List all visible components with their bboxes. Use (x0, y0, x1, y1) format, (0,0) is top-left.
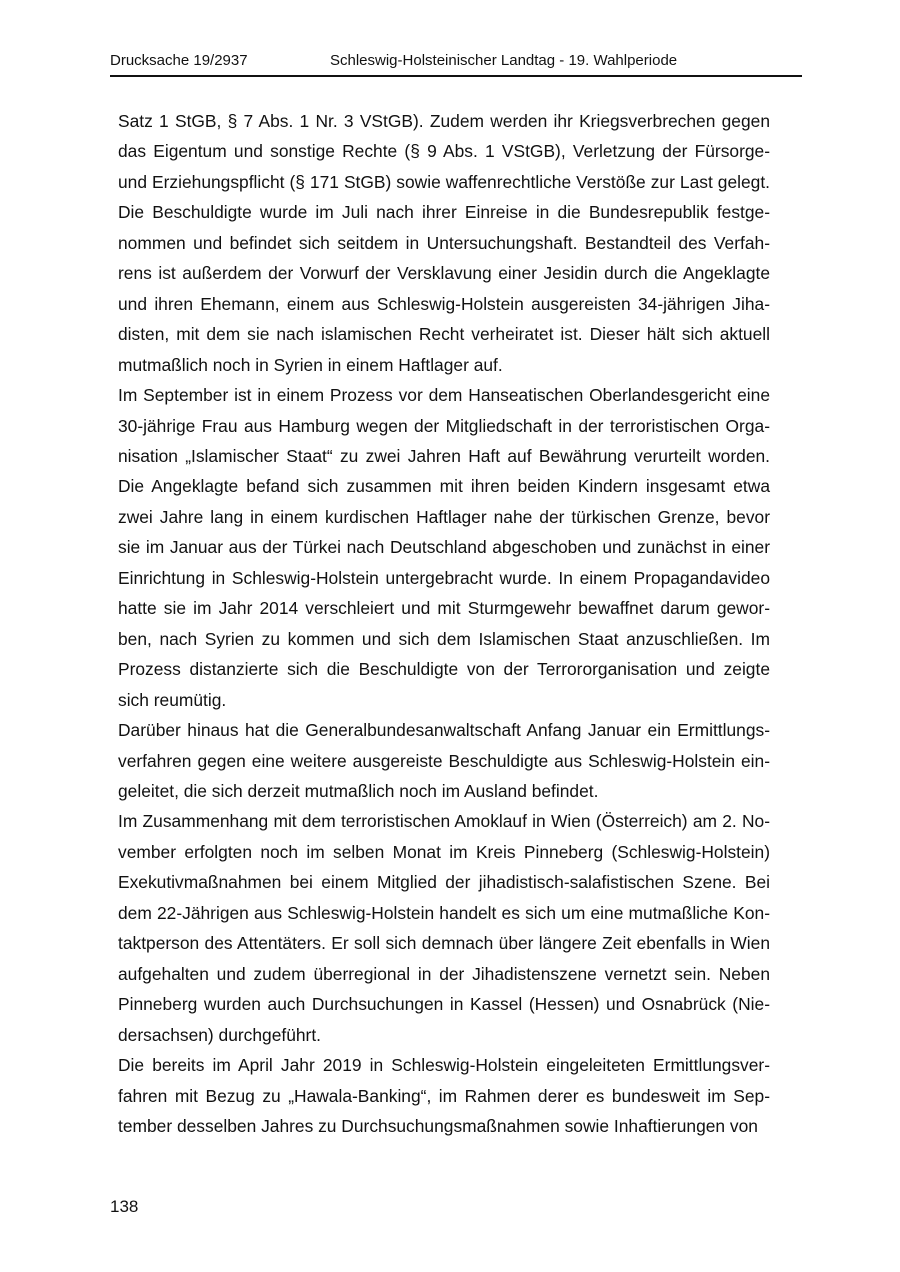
page-number: 138 (110, 1197, 139, 1216)
header-title: Schleswig-Holsteinischer Landtag - 19. Wahlperiode (330, 52, 678, 69)
page-header (110, 52, 802, 74)
paragraph: Im Zusammenhang mit dem terroristischen Amoklauf in Wien (Österreich) am 2. November erfolgten noch im selben Monat im Kreis Pinneberg (Schleswig-Holstein) Exekutivmaßnahmen bei einem Mitglied der jihadistisch-salafistischen Szene. Bei dem 22-Jährigen aus Schleswig-Holstein handelt es sich um eine mutmaßliche Kontaktperson des Attentäters. Er soll sich demnach über längere Zeit ebenfalls in Wien aufgehalten und zudem überregional in der Jihadistenszene vernetzt sein. Neben Pinneberg wurden auch Durchsuchungen in Kassel (Hessen) und Osnabrück (Niedersachsen) durchgeführt. (118, 811, 770, 1045)
document-number: Drucksache 19/2937 (110, 52, 248, 69)
paragraph: Satz 1 StGB, § 7 Abs. 1 Nr. 3 VStGB). Zudem werden ihr Kriegsverbrechen gegen das Eigentum und sonstige Rechte (§ 9 Abs. 1 VStGB), Verletzung der Fürsorge- und Erziehungspflicht (§ 171 StGB) sowie waffenrechtliche Verstöße zur Last gelegt. Die Beschuldigte wurde im Juli nach ihrer Einreise in die Bundesrepublik festgenommen und befindet sich seitdem in Untersuchungshaft. Bestandteil des Verfahrens ist außerdem der Vorwurf der Versklavung einer Jesidin durch die Angeklagte und ihren Ehemann, einem aus Schleswig-Holstein ausgereisten 34-jährigen Jihadisten, mit dem sie nach islamischen Recht verheiratet ist. Dieser hält sich aktuell mutmaßlich noch in Syrien in einem Haftlager auf. (118, 111, 770, 375)
body-text (118, 106, 770, 1141)
header-rule (110, 75, 802, 77)
paragraph: Darüber hinaus hat die Generalbundesanwaltschaft Anfang Januar ein Ermittlungsverfahren gegen eine weitere ausgereiste Beschuldigte aus Schleswig-Holstein eingeleitet, die sich derzeit mutmaßlich noch im Ausland befindet. (118, 720, 770, 801)
paragraph: Die bereits im April Jahr 2019 in Schleswig-Holstein eingeleiteten Ermittlungsverfahren mit Bezug zu „Hawala-Banking“, im Rahmen derer es bundesweit im September desselben Jahres zu Durchsuchungsmaßnahmen sowie Inhaftierungen von (118, 1055, 770, 1136)
paragraph: Im September ist in einem Prozess vor dem Hanseatischen Oberlandesgericht eine 30-jährige Frau aus Hamburg wegen der Mitgliedschaft in der terroristischen Organisation „Islamischer Staat“ zu zwei Jahren Haft auf Bewährung verurteilt worden. Die Angeklagte befand sich zusammen mit ihren beiden Kindern insgesamt etwa zwei Jahre lang in einem kurdischen Haftlager nahe der türkischen Grenze, bevor sie im Januar aus der Türkei nach Deutschland abgeschoben und zunächst in einer Einrichtung in Schleswig-Holstein untergebracht wurde. In einem Propagandavideo hatte sie im Jahr 2014 verschleiert und mit Sturmgewehr bewaffnet darum geworben, nach Syrien zu kommen und sich dem Islamischen Staat anzuschließen. Im Prozess distanzierte sich die Beschuldigte von der Terrororganisation und zeigte sich reumütig. (118, 385, 770, 710)
